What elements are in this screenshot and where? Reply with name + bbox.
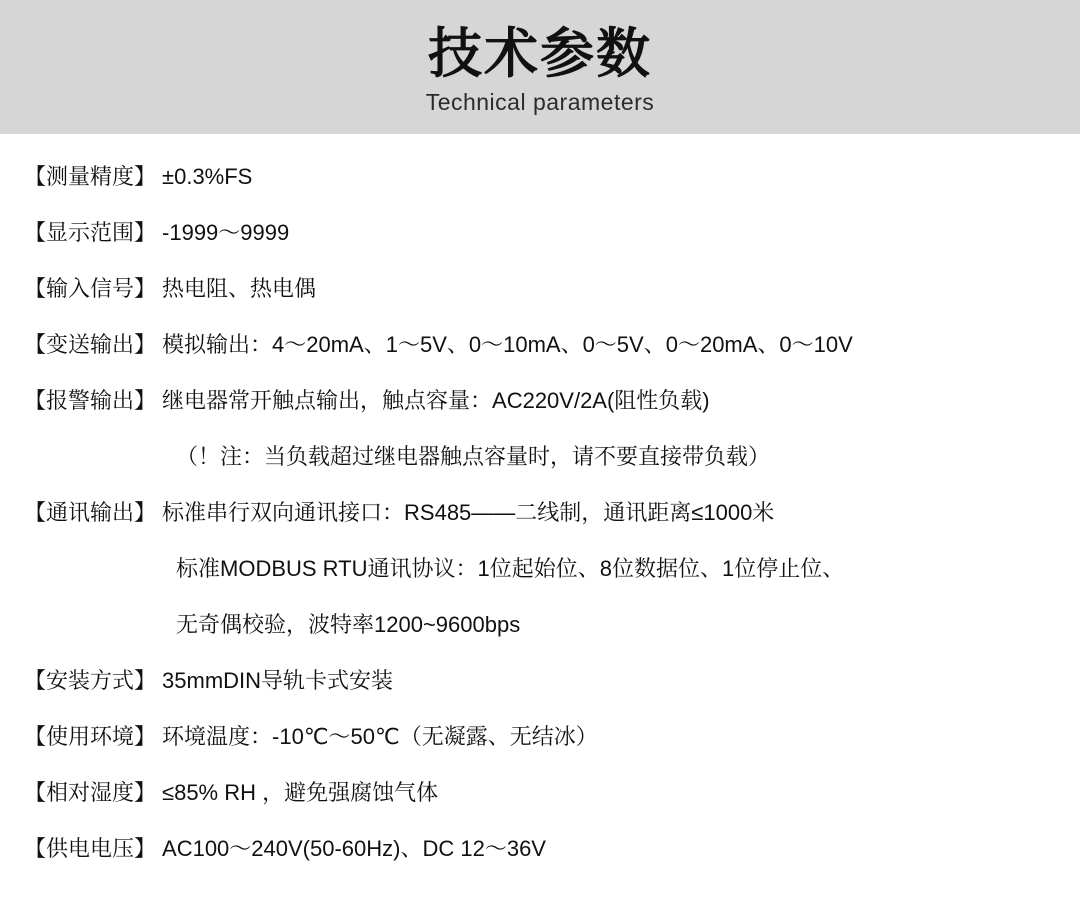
spec-value: AC100～240V(50-60Hz)、DC 12～36V (162, 836, 546, 861)
spec-label: 【相对湿度】 (24, 780, 157, 805)
spec-list (0, 134, 1080, 870)
spec-value: 环境温度：-10℃～50℃（无凝露、无结冰） (162, 724, 598, 749)
page-header (0, 0, 1080, 134)
spec-value: （！注：当负载超过继电器触点容量时，请不要直接带负载） (176, 444, 771, 469)
page-title: 技术参数 (428, 24, 652, 84)
spec-row (0, 776, 1080, 814)
spec-row-continuation (0, 552, 1080, 590)
spec-label: 【供电电压】 (24, 836, 157, 861)
spec-label: 【变送输出】 (24, 332, 157, 357)
spec-row (0, 328, 1080, 366)
spec-value: ±0.3%FS (162, 164, 253, 189)
spec-row (0, 272, 1080, 310)
spec-value: 热电阻、热电偶 (162, 276, 317, 301)
spec-row (0, 160, 1080, 198)
spec-value: 标准串行双向通讯接口：RS485——二线制，通讯距离≤1000米 (162, 500, 775, 525)
spec-row (0, 664, 1080, 702)
spec-row (0, 384, 1080, 422)
page-subtitle: Technical parameters (425, 89, 655, 115)
spec-value: -1999～9999 (162, 220, 290, 245)
spec-row (0, 832, 1080, 870)
spec-value: ≤85% RH ，避免强腐蚀气体 (162, 780, 439, 805)
spec-row-continuation (0, 608, 1080, 646)
spec-value: 继电器常开触点输出，触点容量：AC220V/2A(阻性负载) (162, 388, 710, 413)
spec-row-continuation (0, 440, 1080, 478)
spec-value: 35mmDIN导轨卡式安装 (162, 668, 394, 693)
spec-label: 【输入信号】 (24, 276, 157, 301)
spec-label: 【安装方式】 (24, 668, 157, 693)
spec-row (0, 496, 1080, 534)
spec-label: 【测量精度】 (24, 164, 157, 189)
spec-label: 【使用环境】 (24, 724, 157, 749)
spec-label: 【显示范围】 (24, 220, 157, 245)
spec-value: 无奇偶校验，波特率1200~9600bps (176, 612, 521, 637)
spec-value: 标准MODBUS RTU通讯协议：1位起始位、8位数据位、1位停止位、 (176, 556, 845, 581)
spec-label: 【报警输出】 (24, 388, 157, 413)
spec-value: 模拟输出：4～20mA、1～5V、0～10mA、0～5V、0～20mA、0～10V (162, 332, 853, 357)
spec-row (0, 216, 1080, 254)
spec-row (0, 720, 1080, 758)
spec-label: 【通讯输出】 (24, 500, 157, 525)
